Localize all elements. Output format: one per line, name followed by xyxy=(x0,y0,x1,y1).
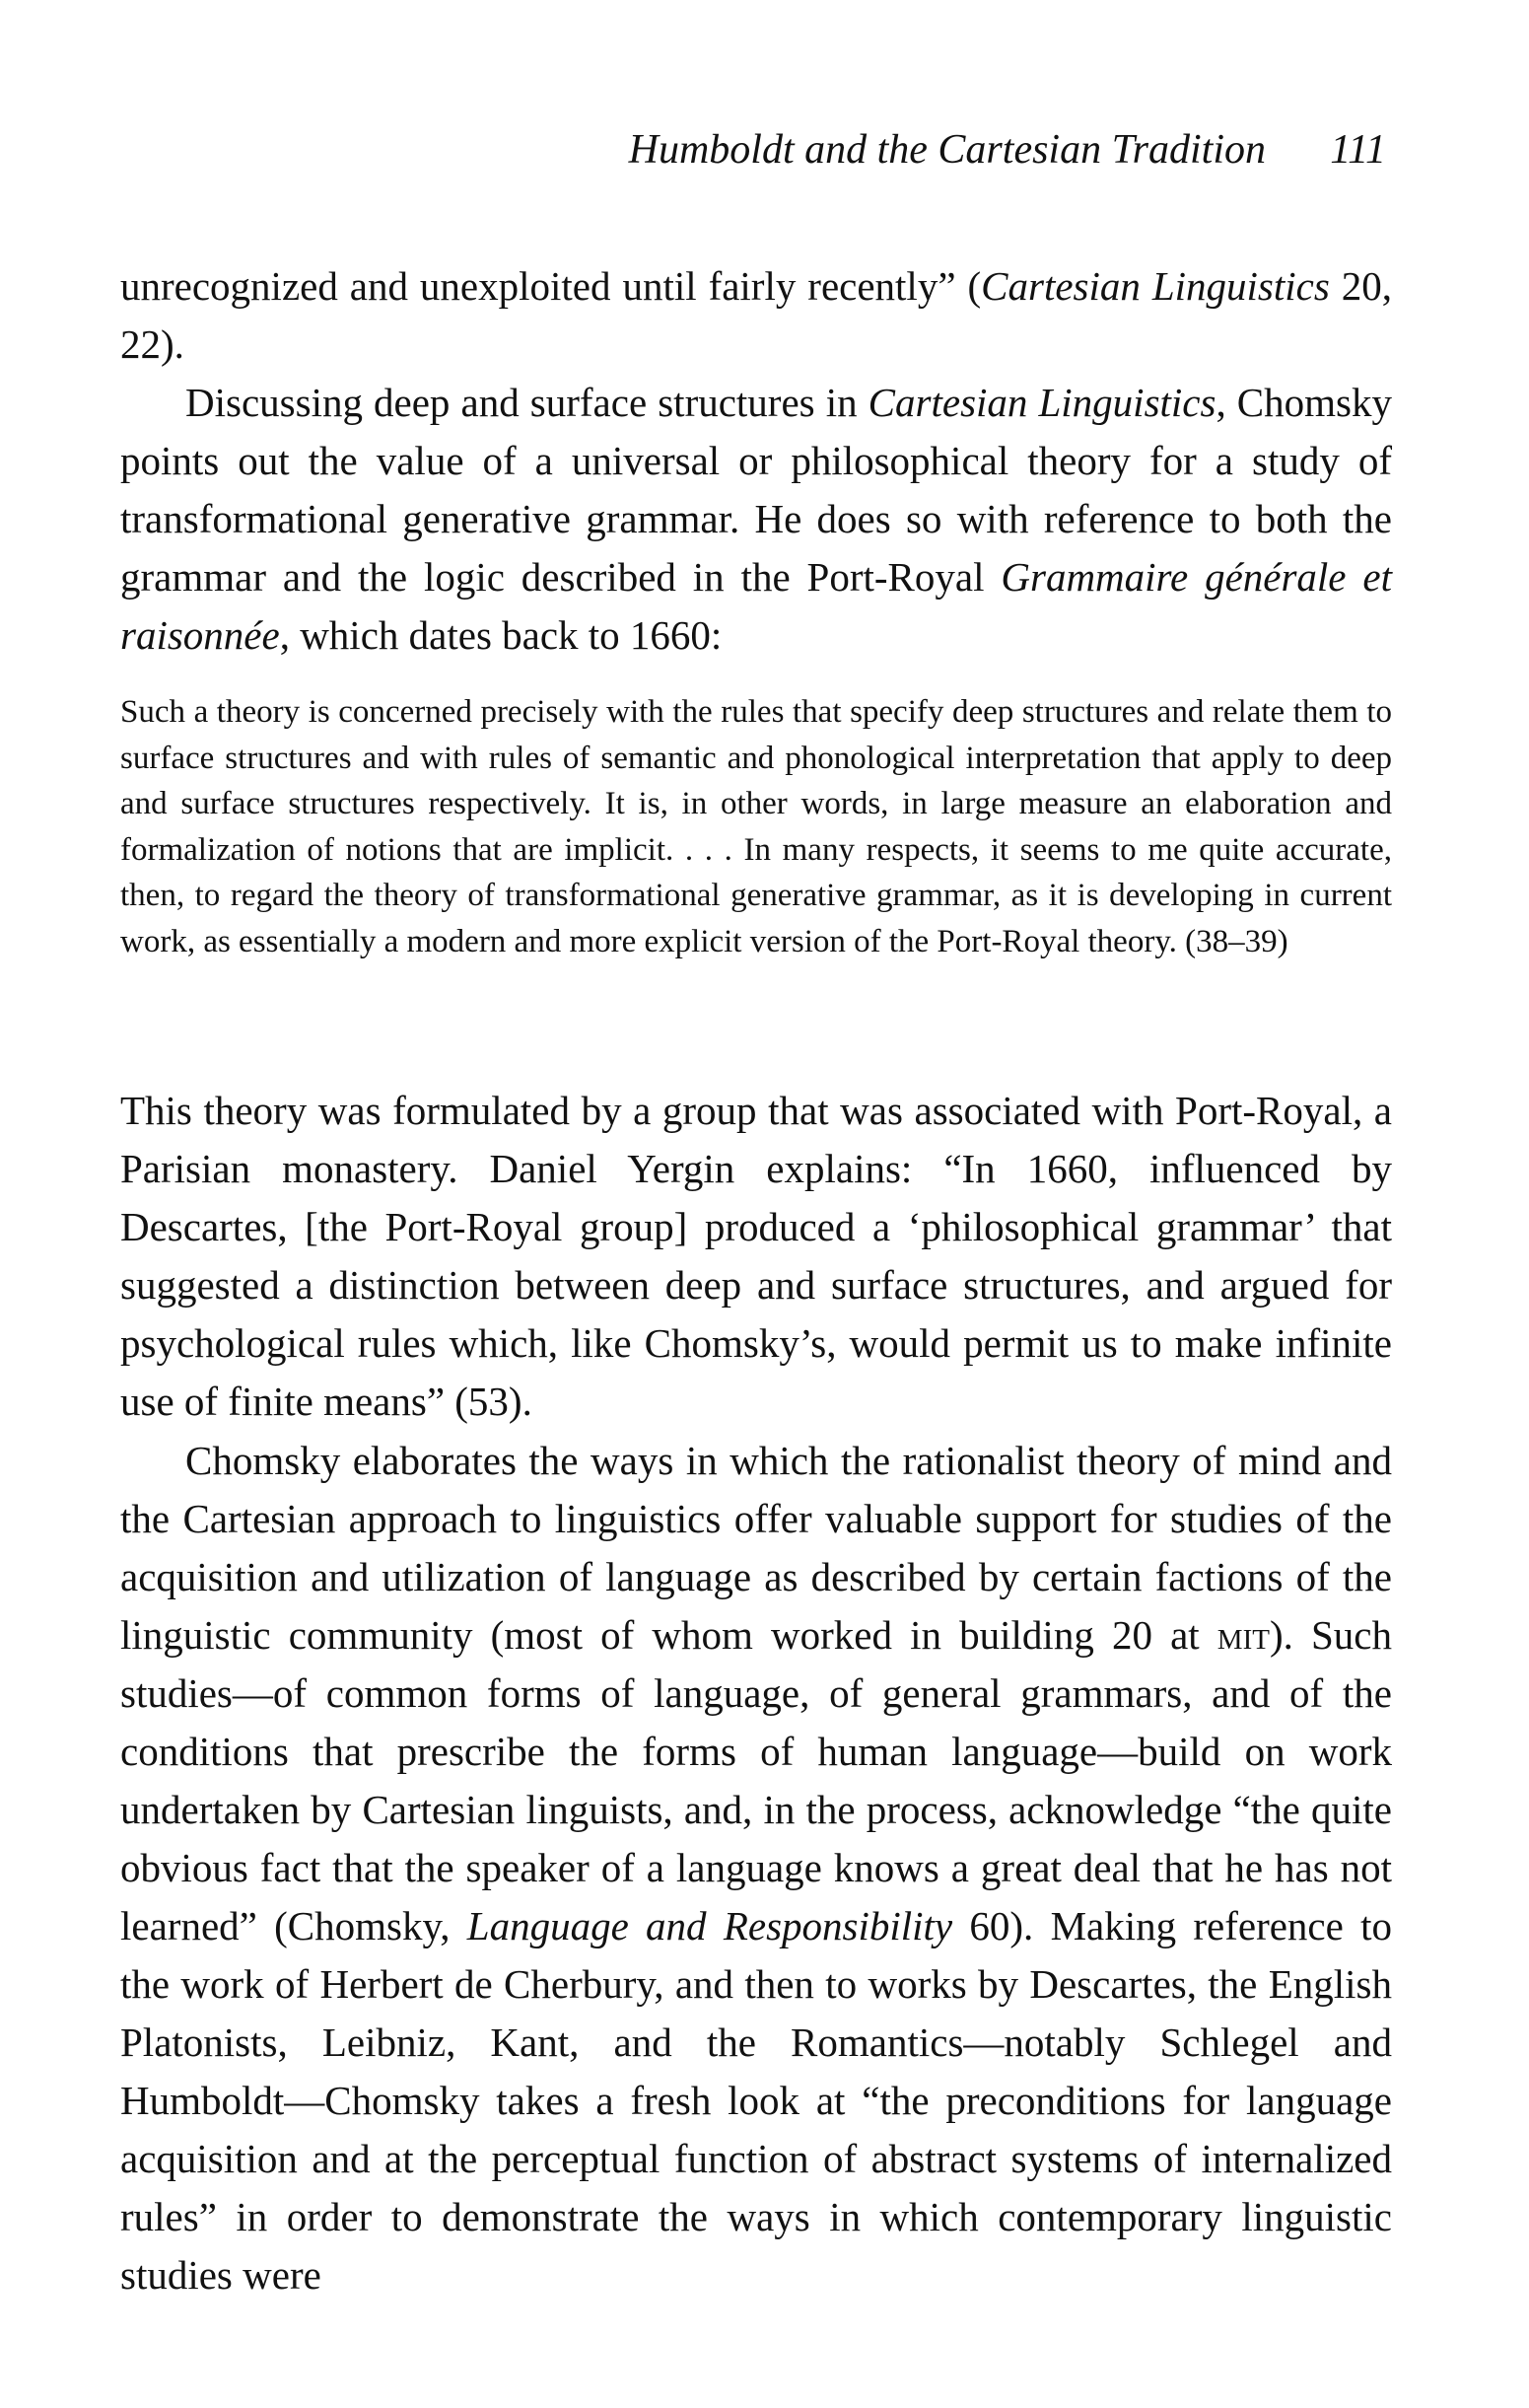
paragraph-discussing xyxy=(120,374,1392,665)
p1-text-2: 20, 22). xyxy=(120,263,1393,367)
p4-text-3: 60). Making reference to the work of Herbert de Cherbury, and then to works by Descartes, the English Platonists, Leibniz, Kant, and the Romantics—notably Schlegel and Humboldt—Chomsky takes a fresh look at “the preconditions for language acquisition and at the perceptual function of abstract systems of internalized rules” in order to demonstrate the ways in which contemporary linguistic studies were xyxy=(120,1903,1392,2298)
p2-text-1: Discussing deep and surface structures in xyxy=(185,380,869,425)
running-head xyxy=(120,126,1392,185)
p4-text-2: ). Such studies—of common forms of language, of general grammars, and of the conditions that prescribe the forms of human language—build on work undertaken by Cartesian linguists, and, in the process, acknowledge “the quite obvious fact that the speaker of a language knows a great deal that he has not learned” (Chomsky, xyxy=(120,1612,1392,1948)
paragraph-chomsky-elaborates xyxy=(120,1432,1392,2304)
p4-small-caps-mit: mit xyxy=(1216,1612,1270,1658)
block-quotation xyxy=(120,689,1392,964)
p4-italic-title: Language and Responsibility xyxy=(466,1903,953,1948)
p1-italic-title: Cartesian Linguistics xyxy=(981,263,1330,309)
p1-text-1: unrecognized and unexploited until fairly recently” ( xyxy=(120,263,982,309)
running-head-title: Humboldt and the Cartesian Tradition xyxy=(628,127,1266,173)
p2-text-2: , Chomsky points out the value of a universal or philosophical theory for a study of transformational generative grammar. He does so with reference to both the grammar and the logic described in the Port-Royal xyxy=(120,380,1392,600)
block-quote-text: Such a theory is concerned precisely with the rules that specify deep structures and relate them to surface structures and with rules of semantic and phonological interpretation that apply to deep and surface structures respectively. It is, in other words, in large measure an elaboration and formalization of notions that are implicit. . . . In many respects, it seems to me quite accurate, then, to regard the theory of transformational generative grammar, as it is developing in current work, as essentially a modern and more explicit version of the Port-Royal theory. (38–39) xyxy=(120,694,1392,959)
p2-italic-title-2: Grammaire générale et raisonnée xyxy=(120,554,1392,658)
page-number: 111 xyxy=(1330,127,1386,173)
p2-italic-title-1: Cartesian Linguistics xyxy=(868,380,1216,425)
p4-text-1: Chomsky elaborates the ways in which the rationalist theory of mind and the Cartesian approach to linguistics offer valuable support for studies of the acquisition and utilization of language as described by certain factions of the linguistic community (most of whom worked in building 20 at xyxy=(120,1438,1392,1658)
paragraph-continued xyxy=(120,257,1392,374)
p3-text: This theory was formulated by a group that was associated with Port-Royal, a Parisian monastery. Daniel Yergin explains: “In 1660, influenced by Descartes, [the Port-Royal group] produced a ‘philosophical grammar’ that suggested a distinction between deep and surface structures, and argued for psychological rules which, like Chomsky’s, would permit us to make infinite use of finite means” (53). xyxy=(120,1088,1392,1424)
p2-text-3: , which dates back to 1660: xyxy=(279,612,723,658)
paragraph-this-theory xyxy=(120,1082,1392,1431)
